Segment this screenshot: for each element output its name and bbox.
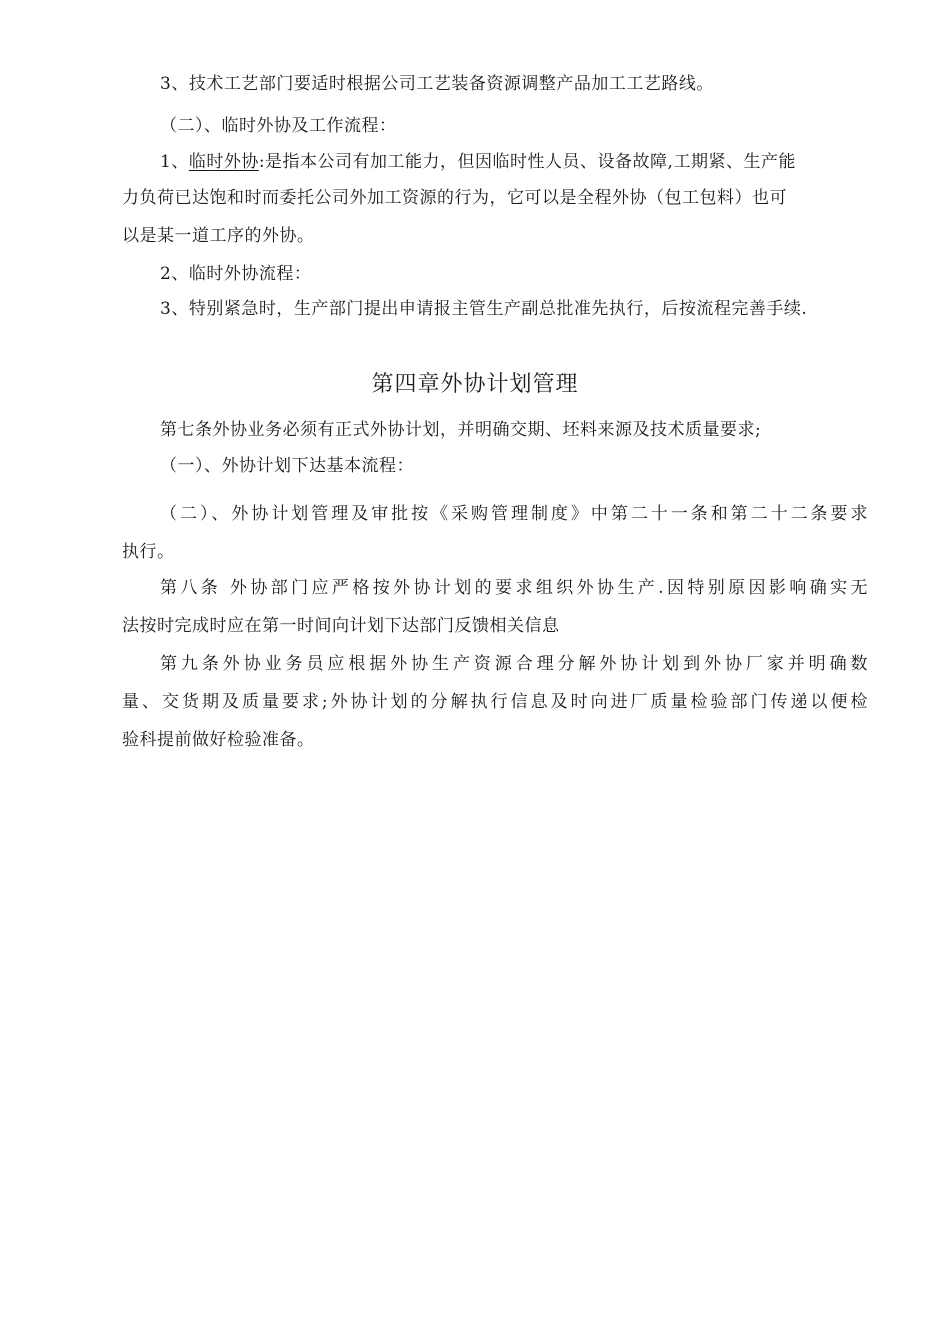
article-9-line-3: 验科提前做好检验准备。 bbox=[122, 730, 315, 750]
item-1-line-2: 力负荷已达饱和时而委托公司外加工资源的行为，它可以是全程外协（包工包料）也可 bbox=[122, 188, 787, 208]
item-1-line-3: 以是某一道工序的外协。 bbox=[122, 226, 315, 246]
article-7-sub-2-line-1: （二）、外协计划管理及审批按《采购管理制度》中第二十一条和第二十二条要求 bbox=[160, 504, 868, 524]
article-7-sub-1: （一）、外协计划下达基本流程： bbox=[160, 456, 414, 476]
chapter-4-title: 第四章外协计划管理 bbox=[371, 372, 579, 397]
item-3-tech-dept: 3、技术工艺部门要适时根据公司工艺装备资源调整产品加工工艺路线。 bbox=[160, 74, 714, 94]
item-2-flow: 2、临时外协流程： bbox=[160, 264, 312, 284]
item-3-urgent: 3、特别紧急时，生产部门提出申请报主管生产副总批准先执行，后按流程完善手续. bbox=[160, 299, 808, 319]
item-1-line-1 bbox=[160, 150, 796, 174]
item-1-prefix: 1、 bbox=[160, 152, 189, 172]
article-7: 第七条外协业务必须有正式外协计划，并明确交期、坯料来源及技术质量要求; bbox=[160, 420, 762, 440]
article-7-sub-2-line-2: 执行。 bbox=[122, 542, 175, 562]
heading-temporary-outsourcing: （二）、临时外协及工作流程： bbox=[160, 116, 397, 136]
item-1-rest: :是指本公司有加工能力，但因临时性人员、设备故障,工期紧、生产能 bbox=[258, 152, 796, 172]
article-9-line-1: 第九条外协业务员应根据外协生产资源合理分解外协计划到外协厂家并明确数 bbox=[160, 654, 868, 674]
article-8-line-1: 第八条 外协部门应严格按外协计划的要求组织外协生产.因特别原因影响确实无 bbox=[160, 578, 868, 598]
article-9-line-2: 量、交货期及质量要求;外协计划的分解执行信息及时向进厂质量检验部门传递以便检 bbox=[122, 692, 868, 712]
article-8-line-2: 法按时完成时应在第一时间向计划下达部门反馈相关信息 bbox=[122, 616, 560, 636]
item-1-term: 临时外协 bbox=[188, 152, 259, 172]
